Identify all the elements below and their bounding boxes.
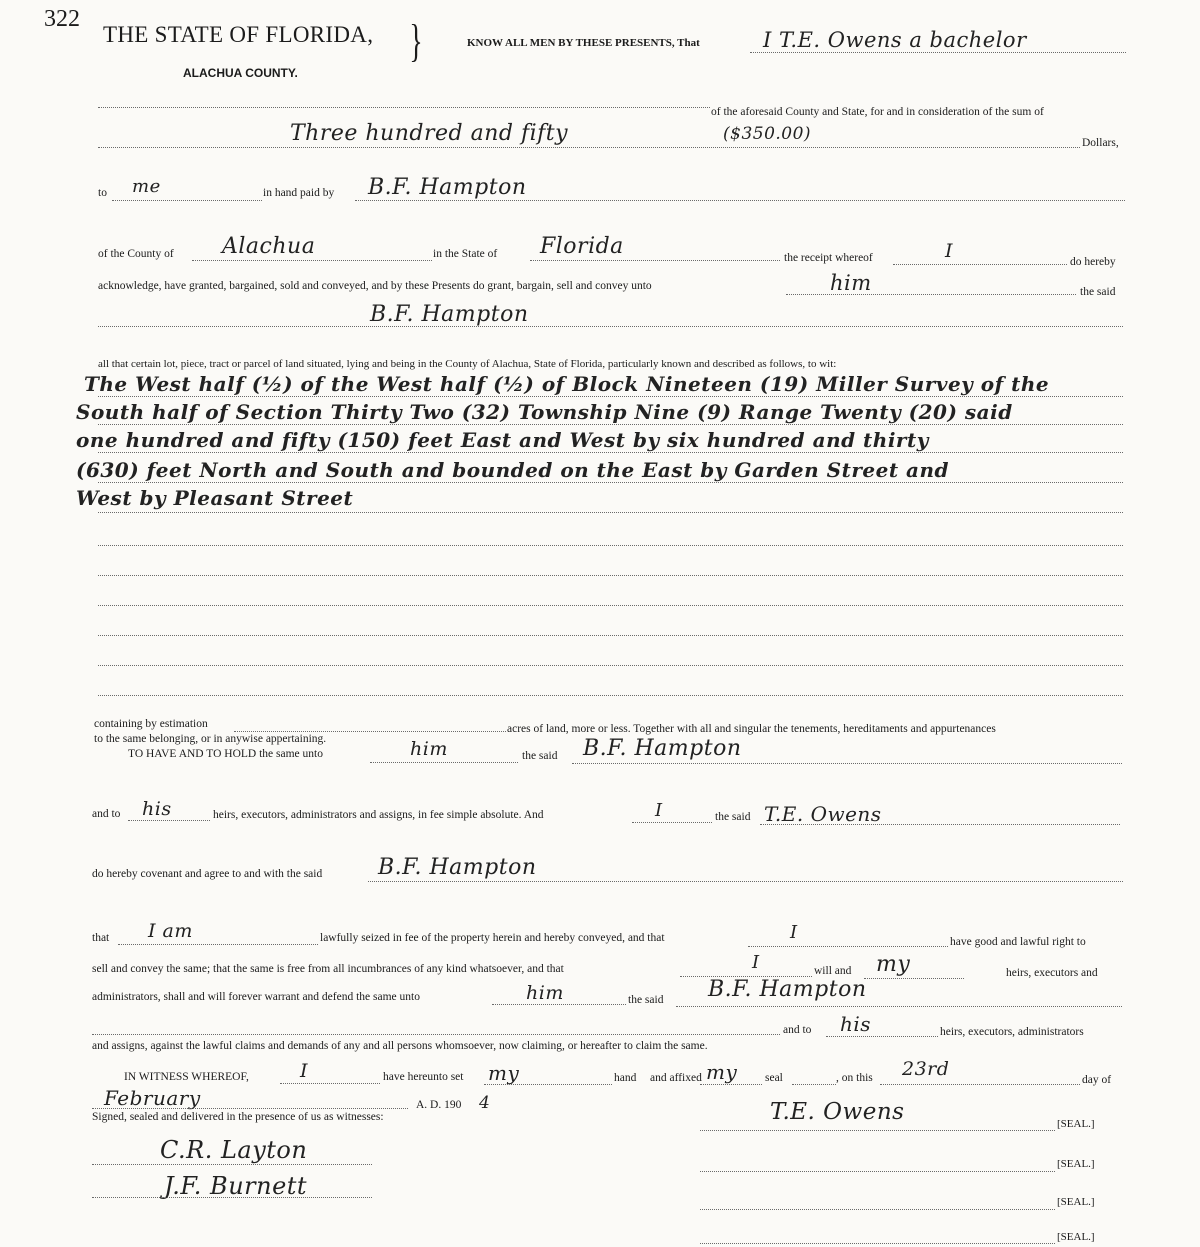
- and-to-text: and to: [92, 808, 121, 820]
- all-that-text: all that certain lot, piece, tract or parcel of land situated, lying and being in the County of Alachua, State of Florida, particularly known and described as follows, to wit:: [98, 358, 837, 370]
- seal-label: [SEAL.]: [1057, 1158, 1095, 1170]
- signer-signature: T.E. Owens: [770, 1099, 905, 1125]
- seal-label: [SEAL.]: [1057, 1196, 1095, 1208]
- heirs-exec-2-text: heirs, executors and: [1006, 967, 1098, 979]
- seal-label: [SEAL.]: [1057, 1118, 1095, 1130]
- day-of-text: day of: [1082, 1074, 1112, 1086]
- year-digit: 4: [479, 1093, 491, 1113]
- brace-glyph: }: [409, 15, 423, 66]
- containing-text: containing by estimation: [94, 718, 208, 730]
- to-have-pronoun: him: [410, 738, 448, 760]
- that-text: that: [92, 932, 110, 944]
- the-said-2-text: the said: [522, 750, 558, 762]
- on-this-text: , on this: [836, 1072, 873, 1084]
- aforesaid-text: of the aforesaid County and State, for and in consideration of the sum of: [711, 106, 1044, 118]
- amount-number: ($350.00): [723, 124, 812, 144]
- admin-pronoun: him: [526, 982, 564, 1004]
- sell-convey-text: sell and convey the same; that the same is free from all incumbrances of any kind whatsoever, and that: [92, 963, 564, 975]
- legal-desc-line: South half of Section Thirty Two (32) Township Nine (9) Range Twenty (20) said: [76, 400, 1013, 424]
- grantor-name-2: T.E. Owens: [764, 802, 882, 826]
- witness-whereof-text: IN WITNESS WHEREOF,: [124, 1071, 249, 1083]
- hand-text: hand: [614, 1072, 637, 1084]
- admin-name: B.F. Hampton: [708, 977, 867, 1002]
- to-have-name: B.F. Hampton: [583, 736, 742, 761]
- legal-desc-line: (630) feet North and South and bounded on the East by Garden Street and: [76, 458, 949, 482]
- page-number: 322: [44, 6, 80, 32]
- grantor-handwritten: I T.E. Owens a bachelor: [763, 28, 1027, 52]
- grantee-name: B.F. Hampton: [370, 302, 529, 327]
- the-said-3-text: the said: [715, 811, 751, 823]
- amount-words: Three hundred and fifty: [290, 121, 569, 146]
- affixed-pronoun: my: [706, 1060, 738, 1084]
- seal-text: seal: [765, 1072, 783, 1084]
- and-assigns-text: and assigns, against the lawful claims and demands of any and all persons whomsoever, now claiming, or hereafter to claim the same.: [92, 1040, 708, 1052]
- seal-label: [SEAL.]: [1057, 1231, 1095, 1243]
- will-pronoun: my: [876, 952, 911, 977]
- unto-name: him: [830, 271, 872, 295]
- and-to-pronoun: his: [142, 798, 172, 820]
- signed-sealed-text: Signed, sealed and delivered in the presence of us as witnesses:: [92, 1111, 384, 1123]
- legal-desc-line: The West half (½) of the West half (½) of Block Nineteen (19) Miller Survey of the: [84, 372, 1050, 396]
- covenant-text: do hereby covenant and agree to and with the said: [92, 868, 323, 880]
- acres-text: acres of land, more or less. Together with all and singular the tenements, hereditaments and appurtenances: [507, 723, 996, 735]
- month-name: February: [104, 1086, 201, 1110]
- state-of-text: in the State of: [433, 248, 498, 260]
- day-number: 23rd: [902, 1058, 950, 1080]
- witness-2-signature: J.F. Burnett: [164, 1172, 308, 1200]
- dollars-text: Dollars,: [1082, 137, 1119, 149]
- do-hereby-text: do hereby: [1070, 256, 1116, 268]
- and-to-2-text: and to: [783, 1024, 812, 1036]
- the-said-text: the said: [1080, 286, 1116, 298]
- heirs-exec-text: heirs, executors, administrators and assigns, in fee simple absolute. And: [213, 809, 544, 821]
- county-name: Alachua: [222, 234, 316, 259]
- will-and-text: will and: [814, 965, 852, 977]
- acknowledge-text: acknowledge, have granted, bargained, sold and conveyed, and by these Presents do grant, bargain, sell and convey unto: [98, 280, 652, 292]
- paid-by-name: B.F. Hampton: [368, 175, 527, 200]
- witness-pronoun: I: [300, 1060, 309, 1082]
- to-text: to: [98, 187, 107, 199]
- same-belonging-text: to the same belonging, or in anywise appertaining.: [94, 733, 327, 745]
- paid-by-text: in hand paid by: [263, 187, 335, 199]
- sell-pronoun: I: [752, 952, 760, 973]
- affixed-text: and affixed: [650, 1072, 702, 1084]
- legal-desc-line: one hundred and fifty (150) feet East and West by six hundred and thirty: [76, 428, 929, 452]
- anno-domini-text: A. D. 190: [416, 1099, 462, 1111]
- administrators-text: administrators, shall and will forever warrant and defend the same unto: [92, 991, 420, 1003]
- witness-1-signature: C.R. Layton: [160, 1136, 308, 1164]
- hereunto-pronoun: my: [488, 1061, 520, 1085]
- receipt-pronoun: I: [945, 240, 954, 262]
- to-have-text: TO HAVE AND TO HOLD the same unto: [128, 748, 323, 760]
- seized-text: lawfully seized in fee of the property herein and hereby conveyed, and that: [320, 932, 665, 944]
- the-said-4-text: the said: [628, 994, 664, 1006]
- county-heading: ALACHUA COUNTY.: [183, 66, 298, 80]
- county-of-text: of the County of: [98, 248, 174, 260]
- legal-desc-line: West by Pleasant Street: [76, 486, 354, 510]
- have-good-text: have good and lawful right to: [950, 936, 1086, 948]
- and-to-2-pronoun: his: [840, 1012, 872, 1036]
- state-name: Florida: [540, 234, 624, 259]
- seized-pronoun: I: [790, 922, 798, 943]
- that-pronoun: I am: [148, 920, 193, 942]
- and-pronoun: I: [655, 800, 663, 821]
- heirs-exec-3-text: heirs, executors, administrators: [940, 1026, 1084, 1038]
- covenant-name: B.F. Hampton: [378, 855, 537, 880]
- receipt-text: the receipt whereof: [784, 252, 873, 264]
- state-title: THE STATE OF FLORIDA,: [103, 22, 374, 47]
- to-recipient: me: [132, 176, 161, 197]
- hereunto-text: have hereunto set: [383, 1071, 464, 1083]
- know-all-men: KNOW ALL MEN BY THESE PRESENTS, That: [467, 37, 700, 49]
